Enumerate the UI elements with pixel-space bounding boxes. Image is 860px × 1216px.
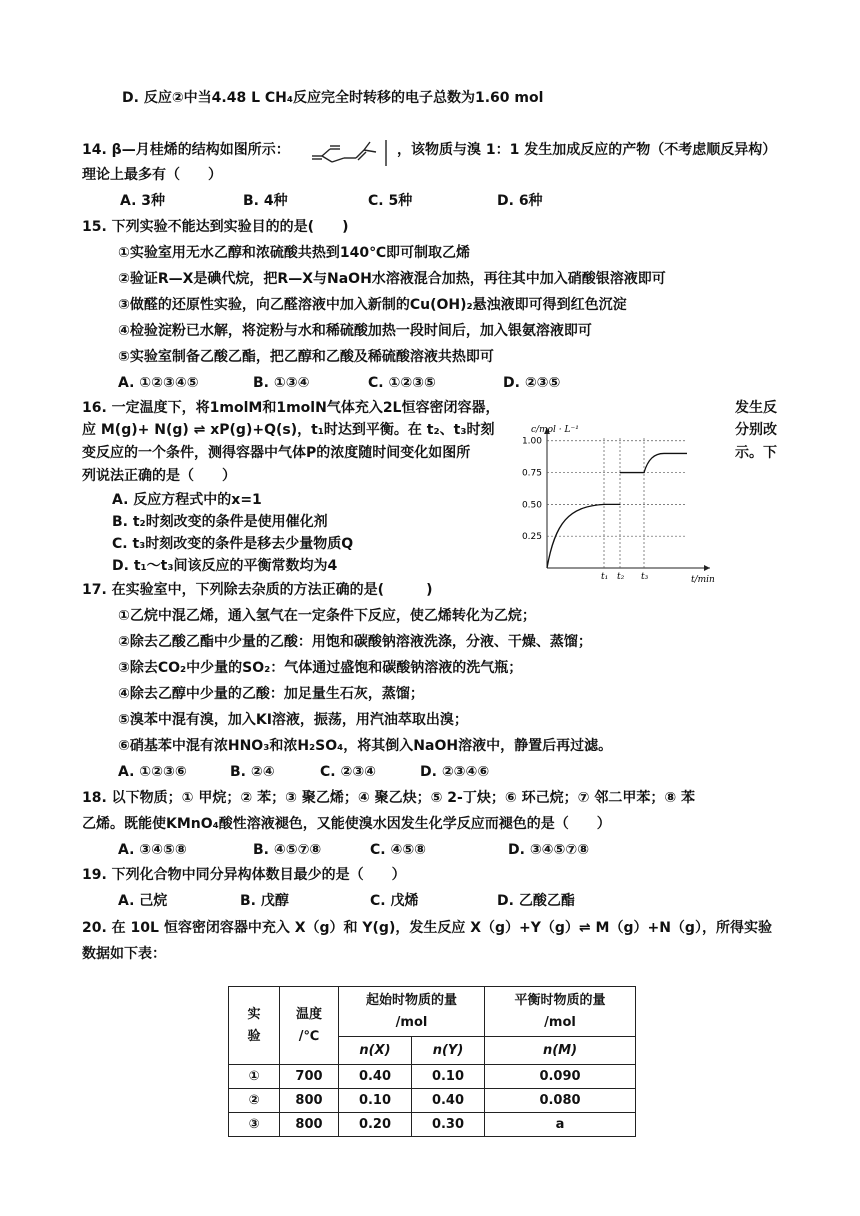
q17-option-c: C. ②③④ — [320, 764, 377, 780]
chart-xlabel: t/min — [691, 575, 715, 585]
q17-item-5: ⑤溴苯中混有溴，加入KI溶液，振荡，用汽油萃取出溴； — [118, 712, 468, 728]
q14-stem-end: 理论上最多有（ ） — [82, 167, 222, 183]
q19-option-c: C. 戊烯 — [370, 893, 419, 909]
q16-line-2: 应 M(g)+ N(g) ⇌ xP(g)+Q(s)，t₁时达到平衡。在 t₂、t₃时刻 — [82, 422, 495, 438]
q15-item-3: ③做醛的还原性实验，向乙醛溶液中加入新制的Cu(OH)₂悬浊液即可得到红色沉淀 — [118, 297, 627, 313]
cell-nm: 0.080 — [485, 1089, 636, 1113]
concentration-chart — [505, 418, 720, 586]
q16-line-4: 列说法正确的是（ ） — [82, 468, 236, 484]
q20-data-table — [228, 986, 636, 1137]
q17-item-1: ①乙烷中混乙烯，通入氢气在一定条件下反应，使乙烯转化为乙烷； — [118, 608, 536, 624]
q18-line-2: 乙烯。既能使KMnO₄酸性溶液褪色，又能使溴水因发生化学反应而褪色的是（ ） — [82, 816, 611, 832]
table-row — [229, 1065, 636, 1089]
q15-item-1: ①实验室用无水乙醇和浓硫酸共热到140℃即可制取乙烯 — [118, 245, 471, 261]
q18-option-d: D. ③④⑤⑦⑧ — [508, 842, 590, 858]
cell-exp: ② — [229, 1089, 280, 1113]
th-temperature: 温度 /℃ — [280, 987, 339, 1065]
q16-line-1-right: 发生反 — [735, 400, 777, 416]
th-ny: n(Y) — [412, 1037, 485, 1065]
q18-option-a: A. ③④⑤⑧ — [118, 842, 187, 858]
x-tick-label: t₃ — [641, 572, 649, 582]
q17-option-d: D. ②③④⑥ — [420, 764, 490, 780]
cell-temp: 800 — [280, 1089, 339, 1113]
q16-option-b: B. t₂时刻改变的条件是使用催化剂 — [112, 514, 328, 530]
q14-option-a: A. 3种 — [120, 193, 166, 209]
q16-option-d: D. t₁～t₃间该反应的平衡常数均为4 — [112, 558, 338, 574]
q15-item-4: ④检验淀粉已水解，将淀粉与水和稀硫酸加热一段时间后，加入银氨溶液即可 — [118, 323, 592, 339]
q16-line-1: 16. 一定温度下，将1molM和1molN气体充入2L恒容密闭容器， — [82, 400, 500, 416]
q15-option-c: C. ①②③⑤ — [368, 375, 436, 391]
y-tick-label: 1.00 — [521, 436, 542, 447]
q15-stem: 15. 下列实验不能达到实验目的的是( ) — [82, 219, 349, 235]
th-nx: n(X) — [339, 1037, 412, 1065]
q20-line-1: 20. 在 10L 恒容密闭容器中充入 X（g）和 Y(g)，发生反应 X（g）+Y（g）⇌ M（g）+N（g），所得实验 — [82, 920, 772, 936]
q14-stem-cont: ，该物质与溴 1：1 发生加成反应的产物（不考虑顺反异构） — [397, 142, 777, 158]
q16-line-3: 变反应的一个条件，测得容器中气体P的浓度随时间变化如图所 — [82, 445, 471, 461]
x-tick-label: t₂ — [617, 572, 625, 582]
cell-ny: 0.10 — [412, 1065, 485, 1089]
q14-option-b: B. 4种 — [243, 193, 288, 209]
cell-nx: 0.40 — [339, 1065, 412, 1089]
q17-option-b: B. ②④ — [230, 764, 275, 780]
cell-nx: 0.20 — [339, 1113, 412, 1137]
th-initial-amount: 起始时物质的量 /mol — [339, 987, 485, 1037]
q14-option-d: D. 6种 — [497, 193, 543, 209]
th-nm: n(M) — [485, 1037, 636, 1065]
x-axis-arrow — [704, 565, 710, 571]
q18-option-c: C. ④⑤⑧ — [370, 842, 427, 858]
y-tick-label: 0.25 — [521, 532, 542, 543]
q17-item-3: ③除去CO₂中少量的SO₂：气体通过盛饱和碳酸钠溶液的洗气瓶； — [118, 660, 523, 676]
q15-option-a: A. ①②③④⑤ — [118, 375, 199, 391]
y-tick-label: 0.50 — [521, 500, 542, 511]
q17-stem: 17. 在实验室中，下列除去杂质的方法正确的是( ) — [82, 582, 433, 598]
q17-item-4: ④除去乙醇中少量的乙酸：加足量生石灰，蒸馏； — [118, 686, 424, 702]
q19-stem: 19. 下列化合物中同分异构体数目最少的是（ ） — [82, 867, 406, 883]
table-row — [229, 1113, 636, 1137]
table-row — [229, 1089, 636, 1113]
cell-temp: 700 — [280, 1065, 339, 1089]
q17-option-a: A. ①②③⑥ — [118, 764, 187, 780]
q19-option-b: B. 戊醇 — [240, 893, 289, 909]
q15-option-d: D. ②③⑤ — [503, 375, 561, 391]
q19-option-a: A. 己烷 — [118, 893, 168, 909]
cell-exp: ③ — [229, 1113, 280, 1137]
q18-line-1: 18. 以下物质；① 甲烷；② 苯；③ 聚乙烯；④ 聚乙炔；⑤ 2-丁炔；⑥ 环己烷；⑦ 邻二甲苯；⑧ 苯 — [82, 790, 696, 806]
cell-ny: 0.40 — [412, 1089, 485, 1113]
cell-nm: a — [485, 1113, 636, 1137]
chart-ylabel: c/mol · L⁻¹ — [531, 425, 579, 435]
th-equilibrium-amount: 平衡时物质的量 /mol — [485, 987, 636, 1037]
q16-option-c: C. t₃时刻改变的条件是移去少量物质Q — [112, 536, 354, 552]
y-tick-label: 0.75 — [521, 468, 542, 479]
q17-item-2: ②除去乙酸乙酯中少量的乙酸：用饱和碳酸钠溶液洗涤，分液、干燥、蒸馏； — [118, 634, 592, 650]
myrcene-structure — [310, 138, 392, 168]
q16-option-a: A. 反应方程式中的x=1 — [112, 492, 262, 508]
q14-option-c: C. 5种 — [368, 193, 413, 209]
cell-nm: 0.090 — [485, 1065, 636, 1089]
cell-ny: 0.30 — [412, 1113, 485, 1137]
q13-option-d: D. 反应②中当4.48 L CH₄反应完全时转移的电子总数为1.60 mol — [122, 90, 544, 106]
q18-option-b: B. ④⑤⑦⑧ — [253, 842, 322, 858]
q15-option-b: B. ①③④ — [253, 375, 310, 391]
q20-line-2: 数据如下表： — [82, 946, 166, 962]
q16-line-2-right: 分别改 — [735, 422, 777, 438]
x-tick-label: t₁ — [601, 572, 609, 582]
q15-item-2: ②验证R—X是碘代烷，把R—X与NaOH水溶液混合加热，再往其中加入硝酸银溶液即可 — [118, 271, 666, 287]
q14-stem: 14. β—月桂烯的结构如图所示： — [82, 142, 290, 158]
cell-nx: 0.10 — [339, 1089, 412, 1113]
q15-item-5: ⑤实验室制备乙酸乙酯，把乙醇和乙酸及稀硫酸溶液共热即可 — [118, 349, 494, 365]
th-experiment: 实 验 — [229, 987, 280, 1065]
cell-temp: 800 — [280, 1113, 339, 1137]
q16-line-3-right: 示。下 — [735, 445, 777, 461]
q17-item-6: ⑥硝基苯中混有浓HNO₃和浓H₂SO₄，将其倒入NaOH溶液中，静置后再过滤。 — [118, 738, 613, 754]
cell-exp: ① — [229, 1065, 280, 1089]
series-line — [547, 453, 687, 568]
q19-option-d: D. 乙酸乙酯 — [497, 893, 575, 909]
